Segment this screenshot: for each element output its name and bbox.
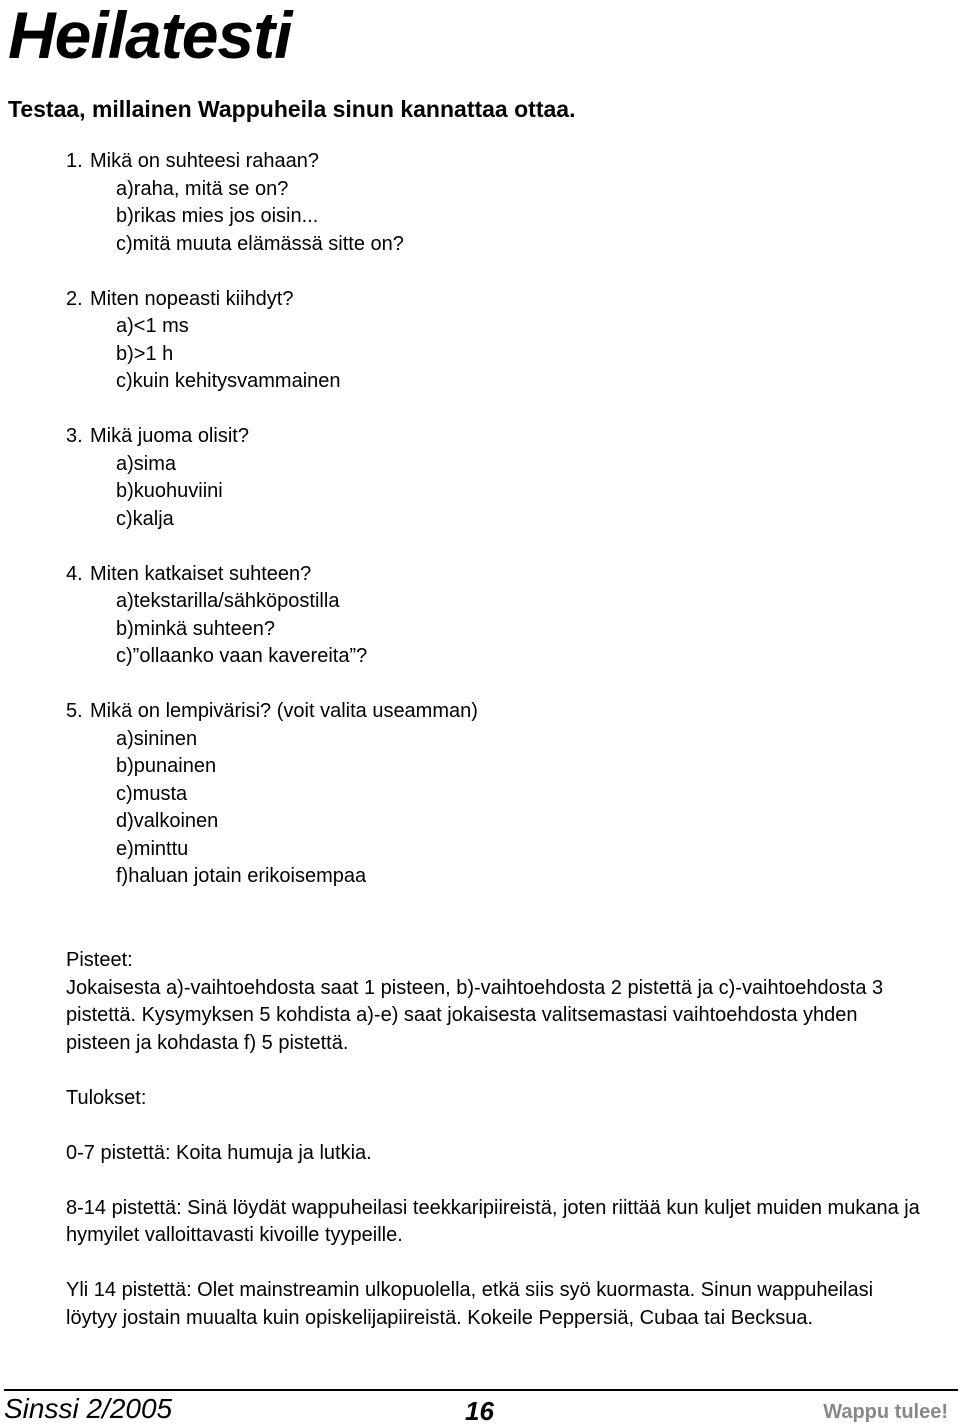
answer-option: b)rikas mies jos oisin... [116,205,319,227]
result-item: 0-7 pistettä: Koita humuja ja lutkia. [66,1141,372,1164]
answer-option: b)kuohuviini [116,480,223,502]
answer-option: c)musta [116,782,188,805]
scoring-heading: Pisteet: [66,949,133,971]
question-number: 4. [66,562,83,585]
question-2 [66,286,926,396]
answer-option: c)”ollaanko vaan kavereita”? [116,645,368,667]
question-5 [66,698,926,891]
answer-option: c)kuin kehitysvammainen [116,370,341,392]
footer-page-number: 16 [465,1396,494,1426]
result-item: Yli 14 pistettä: Olet mainstreamin ulkopuolella, etkä siis syö kuormasta. Sinun wappuheilasi löytyy jostain muualta kuin opiskelijapiireistä. Kokeile Peppersiä, Cubaa tai Becksua. [66,1279,874,1329]
answer-option: a)raha, mitä se on? [116,177,289,200]
question-number: 2. [66,287,83,310]
question-text: Mikä on lempivärisi? (voit valita useamman) [90,700,478,722]
result-item: 8-14 pistettä: Sinä löydät wappuheilasi teekkaripiireistä, joten riittää kun kuljet muiden mukana ja hymyilet valloittavasti kivoille tyypeille. [66,1196,920,1246]
scoring-text: Jokaisesta a)-vaihtoehdosta saat 1 pisteen, b)-vaihtoehdosta 2 pistettä ja c)-vaihtoehdosta 3 pistettä. Kysymyksen 5 kohdista a)-e) saat jokaisesta valitsemastasi vaihtoehdosta yhden pisteen ja kohdasta f) 5 pistettä. [66,976,884,1054]
question-text: Miten katkaiset suhteen? [90,562,312,585]
footer-tagline: Wappu tulee! [823,1401,948,1423]
footer-issue: Sinssi 2/2005 [4,1393,173,1424]
answer-option: a)tekstarilla/sähköpostilla [116,590,340,612]
question-text: Mikä juoma olisit? [90,425,249,447]
answer-option: c)kalja [116,507,174,530]
results-heading: Tulokset: [66,1086,147,1109]
question-number: 1. [66,150,83,172]
question-1 [66,148,926,258]
answer-option: a)sininen [116,727,198,750]
question-4 [66,561,926,671]
answer-option: b)>1 h [116,342,174,365]
page-title: Heilatesti [8,0,292,72]
answer-option: e)minttu [116,837,189,860]
question-number: 3. [66,425,83,447]
question-text: Mikä on suhteesi rahaan? [90,150,320,172]
scoring-section [66,947,926,1332]
question-3 [66,423,926,533]
answer-option: d)valkoinen [116,810,219,832]
question-text: Miten nopeasti kiihdyt? [90,287,294,310]
answer-option: a)sima [116,452,177,475]
answer-option: a)<1 ms [116,315,189,337]
footer-divider [4,1389,958,1391]
answer-option: f)haluan jotain erikoisempaa [116,865,367,887]
quiz-questions [66,148,926,918]
answer-option: b)minkä suhteen? [116,617,275,640]
question-number: 5. [66,700,83,722]
page-subtitle: Testaa, millainen Wappuheila sinun kannattaa ottaa. [8,96,576,122]
answer-option: b)punainen [116,755,217,777]
answer-option: c)mitä muuta elämässä sitte on? [116,232,404,255]
